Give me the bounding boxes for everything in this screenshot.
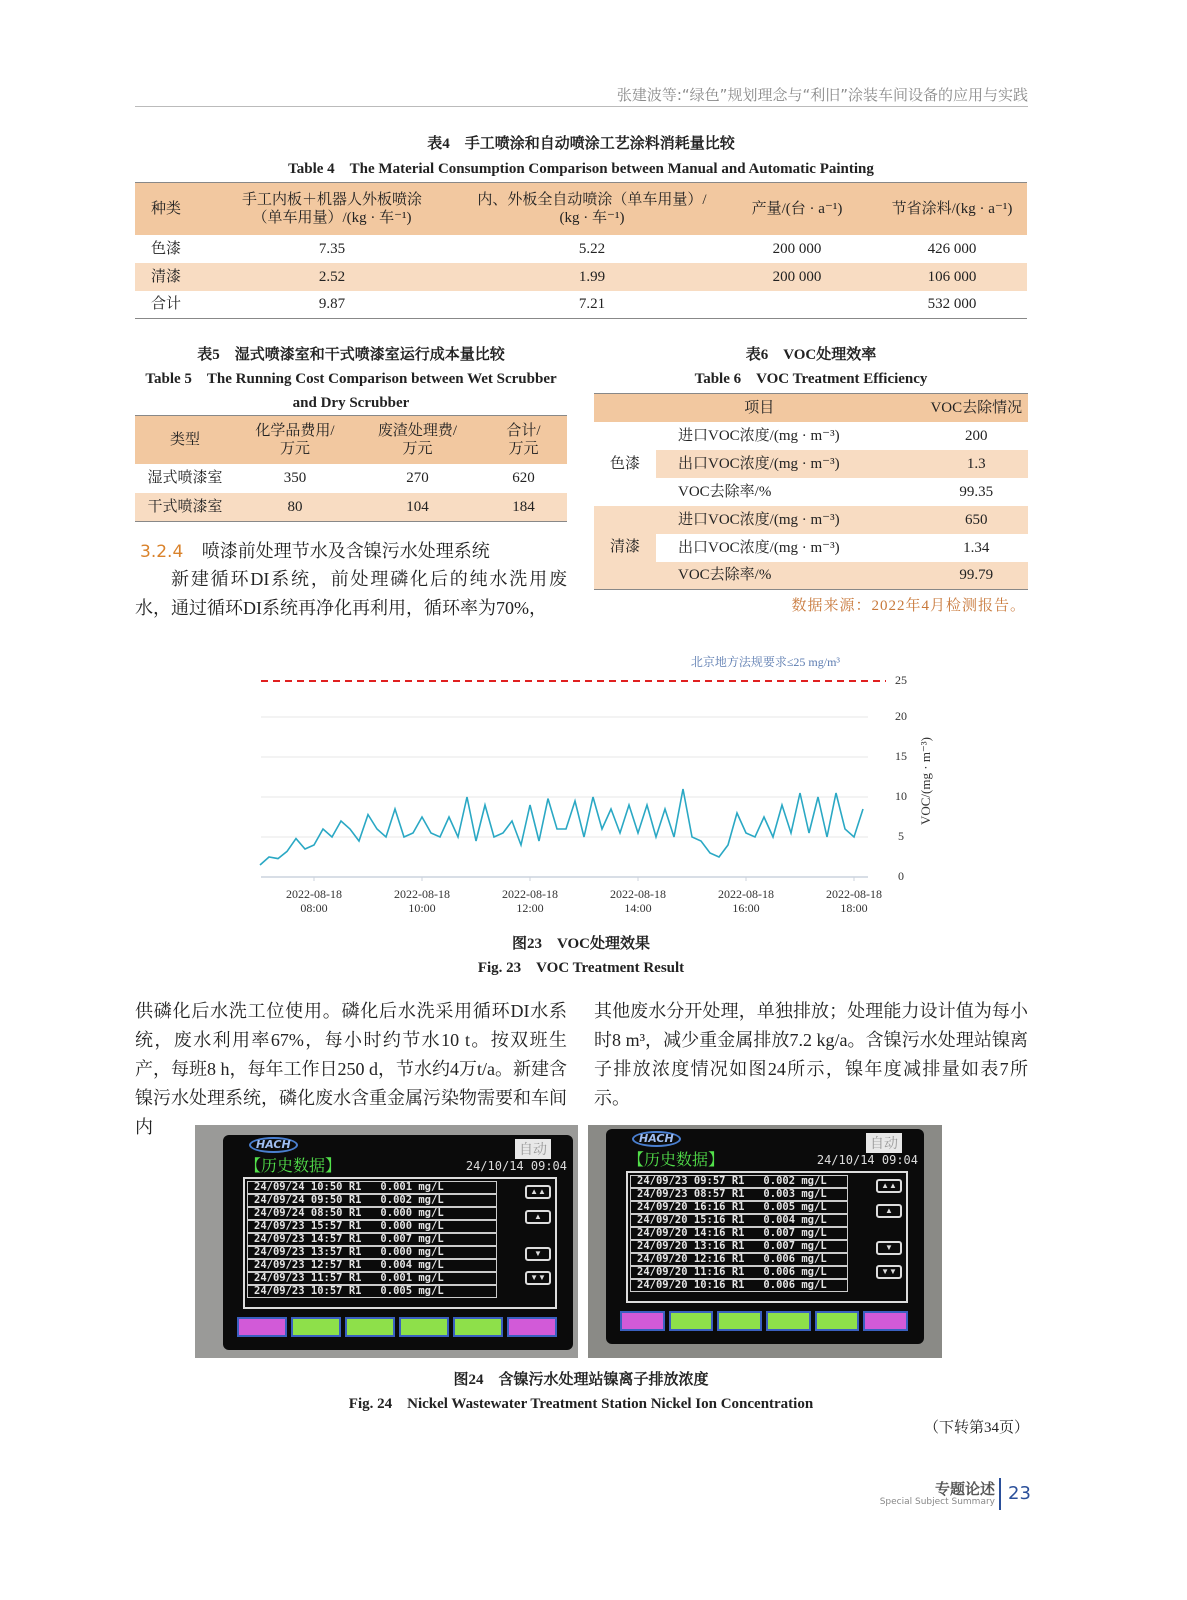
header-cell: 产量/(台 · a⁻¹): [751, 200, 843, 217]
cell: 2.52: [318, 268, 346, 285]
group-cell: 清漆: [609, 539, 640, 556]
screen-title: 【历史数据】: [245, 1156, 342, 1175]
screen-button: [345, 1317, 395, 1337]
x-tick-label-date: 2022-08-18: [826, 887, 882, 901]
cell: 进口VOC浓度/(mg · m⁻³): [678, 427, 840, 444]
history-list: [243, 1177, 557, 1309]
y-tick-label: 0: [898, 869, 904, 883]
screen-button: [815, 1311, 860, 1331]
voc-series-line: [260, 789, 863, 865]
cell: 106 000: [927, 268, 977, 285]
x-tick-label-time: 14:00: [624, 901, 652, 915]
fig23-caption-en: Fig. 23 VOC Treatment Result: [477, 960, 685, 976]
cell: 350: [283, 470, 307, 486]
cell: 99.79: [959, 567, 994, 584]
screen-button: [766, 1311, 811, 1331]
cell: 出口VOC浓度/(mg · m⁻³): [656, 534, 925, 562]
cell: 650: [965, 511, 988, 528]
screen-button: [669, 1311, 714, 1331]
fig24-caption-cn: 图24 含镍污水处理站镍离子排放浓度: [453, 1372, 709, 1388]
cell: 200 000: [772, 268, 822, 285]
fig23-caption-cn: 图23 VOC处理效果: [511, 936, 651, 952]
history-row: 24/09/20 14:16 R1 0.007 mg/L: [630, 1227, 848, 1240]
screen-button: [717, 1311, 762, 1331]
hach-screen-photo-2: [588, 1125, 942, 1358]
paragraph: 其他废水分开处理，单独排放；处理能力设计值为每小时8 m³，减少重金属排放7.2 kg/a。含镍污水处理站镍离子排放浓度情况如图24所示，镍年度减排量如表7所示。: [594, 1001, 1028, 1108]
table4-caption-cn: 表4 手工喷涂和自动喷涂工艺涂料消耗量比较: [427, 136, 735, 152]
x-tick-label-time: 18:00: [840, 901, 868, 915]
cell: 1.34: [925, 534, 1028, 562]
footer-divider: [999, 1478, 1001, 1510]
running-title: 张建波等:“绿色”规划理念与“利旧”涂装车间设备的应用与实践: [616, 86, 1028, 104]
header-rule: [135, 106, 1028, 107]
history-row: 24/09/23 12:57 R1 0.004 mg/L: [247, 1259, 497, 1272]
lcd-screen: [223, 1135, 573, 1350]
history-row: 24/09/23 15:57 R1 0.000 mg/L: [247, 1220, 497, 1233]
cell: 5.22: [578, 240, 606, 257]
cell: 200: [965, 427, 988, 444]
table-row: [594, 506, 1028, 534]
x-tick-label-time: 16:00: [732, 901, 760, 915]
cell: 干式喷漆室: [147, 498, 223, 515]
table4-caption-en: Table 4 The Material Consumption Comparison between Manual and Automatic Painting: [288, 161, 874, 177]
table5-caption-en: Table 5 The Running Cost Comparison between Wet Scrubber and Dry Scrubber: [145, 371, 557, 411]
footer-section-cn: 专题论述: [934, 1480, 995, 1498]
table-header-row: [594, 394, 1028, 422]
cell: 104: [406, 498, 429, 515]
screen-button: [863, 1311, 908, 1331]
y-tick-label: 20: [895, 709, 907, 723]
y-tick-label: 25: [895, 673, 907, 687]
cell: 200 000: [772, 240, 822, 257]
cell: 出口VOC浓度/(mg · m⁻³): [656, 450, 925, 478]
screen-button: [399, 1317, 449, 1337]
x-tick-label-time: 10:00: [408, 901, 436, 915]
history-row: 24/09/20 13:16 R1 0.007 mg/L: [630, 1240, 848, 1253]
header-cell: 合计/ 万元: [506, 422, 541, 457]
header-cell: 化学品费用/ 万元: [255, 422, 335, 457]
table6-caption-en: Table 6 VOC Treatment Efficiency: [694, 371, 928, 387]
table-row: [594, 422, 1028, 450]
x-tick-label-time: 12:00: [516, 901, 544, 915]
cell: 进口VOC浓度/(mg · m⁻³): [678, 511, 840, 528]
header-cell: 废渣处理费/ 万元: [377, 422, 458, 457]
cell: 99.35: [959, 483, 994, 500]
group-cell: 色漆: [609, 455, 640, 472]
y-axis-label: VOC/(mg · m⁻³): [918, 736, 933, 826]
table-row: [135, 263, 1027, 291]
table6-source-note: 数据来源：2022年4月检测报告。: [791, 598, 1026, 614]
screen-title: 【历史数据】: [628, 1150, 725, 1169]
x-tick-label-date: 2022-08-18: [718, 887, 774, 901]
cell: 合计: [150, 296, 181, 313]
cell: 7.21: [578, 296, 606, 313]
header-cell: 项目: [744, 399, 775, 416]
header-cell: 类型: [169, 431, 200, 448]
table-row: [594, 534, 1028, 562]
history-row: 24/09/20 12:16 R1 0.006 mg/L: [630, 1253, 848, 1266]
section-title: 喷漆前处理节水及含镍污水处理系统: [201, 541, 490, 561]
page-down-icon: ▼▼: [525, 1271, 551, 1285]
footer-section-en: Special Subject Summary: [879, 1497, 995, 1507]
x-tick-label-time: 08:00: [300, 901, 328, 915]
table-header-row: [135, 183, 1027, 235]
history-list: [626, 1171, 908, 1303]
cell: 532 000: [927, 296, 977, 313]
page-up-icon: ▲▲: [876, 1179, 902, 1193]
hach-logo: HACH: [249, 1137, 298, 1153]
history-row: 24/09/24 10:50 R1 0.001 mg/L: [247, 1181, 497, 1194]
screen-button: [453, 1317, 503, 1337]
x-tick-label-date: 2022-08-18: [610, 887, 666, 901]
lcd-screen: [606, 1129, 924, 1344]
mode-indicator: 自动: [515, 1139, 551, 1159]
screen-button: [620, 1311, 665, 1331]
paragraph: 供磷化后水洗工位使用。磷化后水洗采用循环DI水系统，废水利用率67%，每小时约节水10 t。按双班生产，每班8 h，每年工作日250 d，节水约4万t/a。新建含镍污水处理系统，磷化废水含重金属污染物需要和车间内: [135, 1001, 567, 1137]
header-cell: VOC去除情况: [930, 399, 1023, 416]
cell: VOC去除率/%: [678, 483, 772, 500]
cell: 7.35: [318, 240, 346, 257]
history-row: 24/09/23 14:57 R1 0.007 mg/L: [247, 1233, 497, 1246]
hach-screen-photo-1: [195, 1125, 578, 1358]
table6: [594, 393, 1028, 590]
paragraph: 新建循环DI系统，前处理磷化后的纯水洗用废水，通过循环DI系统再净化再利用，循环率为70%，: [135, 569, 567, 618]
x-tick-label-date: 2022-08-18: [286, 887, 342, 901]
table4: [135, 182, 1027, 319]
table-row: [594, 478, 1028, 506]
history-row: 24/09/24 08:50 R1 0.000 mg/L: [247, 1207, 497, 1220]
table-row: [135, 291, 1027, 319]
down-icon: ▼: [525, 1247, 551, 1261]
table-row: [594, 450, 1028, 478]
header-cell: 节省涂料/(kg · a⁻¹): [891, 200, 1013, 217]
cell: 色漆: [150, 240, 181, 257]
table-header-row: [135, 416, 567, 464]
screen-button: [507, 1317, 557, 1337]
section-number: 3.2.4: [140, 542, 184, 562]
history-row: 24/09/20 10:16 R1 0.006 mg/L: [630, 1279, 848, 1292]
cell: [717, 291, 877, 319]
cell: 1.3: [925, 450, 1028, 478]
header-cell: 种类: [150, 200, 181, 217]
cell: 9.87: [318, 296, 346, 313]
screen-button: [291, 1317, 341, 1337]
history-row: 24/09/24 09:50 R1 0.002 mg/L: [247, 1194, 497, 1207]
table-row: [135, 235, 1027, 263]
page-up-icon: ▲▲: [525, 1185, 551, 1199]
cell: 清漆: [150, 268, 181, 285]
table6-caption-cn: 表6 VOC处理效率: [745, 347, 877, 363]
screen-button: [237, 1317, 287, 1337]
section-heading: [140, 537, 490, 563]
fig24-caption-en: Fig. 24 Nickel Wastewater Treatment Station Nickel Ion Concentration: [348, 1396, 814, 1412]
hach-logo: HACH: [632, 1131, 681, 1147]
table-row: [135, 493, 567, 522]
header-cell: 手工内板＋机器人外板喷涂 （单车用量）/(kg · 车⁻¹): [241, 191, 422, 226]
history-row: 24/09/23 09:57 R1 0.002 mg/L: [630, 1175, 848, 1188]
table-row: [135, 464, 567, 493]
reference-line-label: 北京地方法规要求≤25 mg/m³: [690, 655, 840, 669]
history-row: 24/09/20 11:16 R1 0.006 mg/L: [630, 1266, 848, 1279]
y-tick-label: 10: [895, 789, 907, 803]
cell: 270: [406, 470, 429, 486]
header-cell: 内、外板全自动喷涂（单车用量）/ (kg · 车⁻¹): [477, 191, 707, 226]
voc-chart: [130, 640, 960, 930]
up-icon: ▲: [525, 1210, 551, 1224]
table5-caption-cn: 表5 湿式喷漆室和干式喷漆室运行成本量比较: [197, 347, 505, 363]
cell: 426 000: [927, 240, 977, 257]
screen-datetime: 24/10/14 09:04: [465, 1159, 567, 1173]
history-row: 24/09/23 11:57 R1 0.001 mg/L: [247, 1272, 497, 1285]
y-tick-label: 5: [898, 829, 904, 843]
y-tick-label: 15: [895, 749, 907, 763]
history-row: 24/09/23 08:57 R1 0.003 mg/L: [630, 1188, 848, 1201]
history-row: 24/09/23 13:57 R1 0.000 mg/L: [247, 1246, 497, 1259]
cell: VOC去除率/%: [678, 567, 772, 584]
x-tick-label-date: 2022-08-18: [502, 887, 558, 901]
history-row: 24/09/20 15:16 R1 0.004 mg/L: [630, 1214, 848, 1227]
continued-note: （下转第34页）: [923, 1420, 1029, 1436]
cell: 184: [512, 498, 535, 515]
table-row: [594, 562, 1028, 590]
down-icon: ▼: [876, 1241, 902, 1255]
page-down-icon: ▼▼: [876, 1265, 902, 1279]
history-row: 24/09/20 16:16 R1 0.005 mg/L: [630, 1201, 848, 1214]
mode-indicator: 自动: [866, 1133, 902, 1153]
up-icon: ▲: [876, 1204, 902, 1218]
cell: 80: [287, 498, 303, 515]
cell: 1.99: [578, 268, 606, 285]
history-row: 24/09/23 10:57 R1 0.005 mg/L: [247, 1285, 497, 1298]
cell: 湿式喷漆室: [147, 470, 223, 486]
screen-datetime: 24/10/14 09:04: [816, 1153, 918, 1167]
cell: 620: [512, 470, 535, 486]
x-tick-label-date: 2022-08-18: [394, 887, 450, 901]
page-number: 23: [1008, 1483, 1031, 1504]
table5: [135, 415, 567, 522]
